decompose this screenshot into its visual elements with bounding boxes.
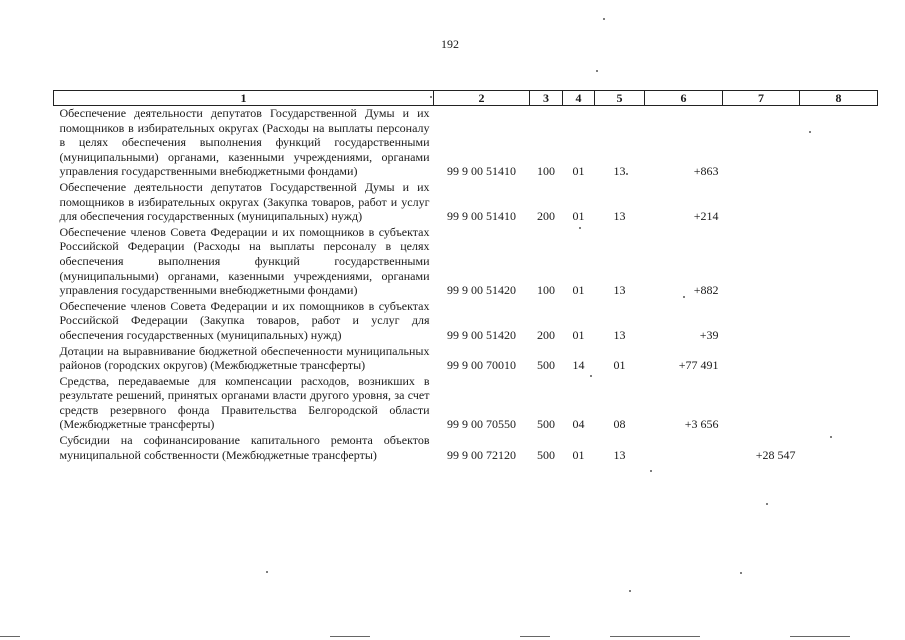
row-vr: 500	[537, 417, 555, 432]
row-pr: 13	[613, 283, 626, 298]
col-header-1: 1	[54, 91, 434, 106]
scan-speck	[579, 227, 581, 229]
row-description: Дотации на выравнивание бюджетной обеспеченности муниципальных районов (городских округов) (Межбюджетные трансферты)	[59, 343, 430, 373]
row-col6: +882	[693, 283, 719, 298]
scan-speck	[766, 503, 768, 505]
row-vr: 200	[537, 209, 555, 224]
row-csr: 99 9 00 51420	[447, 283, 516, 298]
row-csr: 99 9 00 72120	[447, 447, 516, 462]
table-row	[54, 299, 878, 344]
page-number: 192	[441, 37, 459, 51]
scan-speck	[650, 470, 652, 472]
row-col8	[800, 344, 878, 374]
row-col8	[800, 374, 878, 433]
col-header-3: 3	[530, 91, 563, 106]
scan-speck	[683, 296, 685, 298]
row-rz: 14	[572, 358, 585, 373]
row-col7: +28 547	[755, 447, 796, 462]
row-vr: 200	[537, 327, 555, 342]
row-rz: 01	[572, 327, 585, 342]
row-csr: 99 9 00 51410	[447, 209, 516, 224]
row-col6: +3 656	[684, 417, 719, 432]
row-rz: 01	[572, 209, 585, 224]
table-row	[54, 106, 878, 180]
scan-edge-line	[610, 636, 700, 637]
scan-speck	[596, 70, 598, 72]
row-col7	[723, 225, 800, 299]
scan-edge-line	[330, 636, 370, 637]
row-vr: 500	[537, 358, 555, 373]
row-vr: 100	[537, 164, 555, 179]
scan-edge-line	[0, 636, 20, 637]
row-col7	[723, 344, 800, 374]
row-csr: 99 9 00 70010	[447, 358, 516, 373]
col-header-5: 5	[595, 91, 645, 106]
table-row	[54, 344, 878, 374]
row-pr: 08	[613, 417, 626, 432]
row-col7	[723, 180, 800, 225]
row-vr: 100	[537, 283, 555, 298]
row-pr: 01	[613, 358, 626, 373]
header-row	[54, 91, 878, 106]
col-header-8: 8	[800, 91, 878, 106]
table-row	[54, 374, 878, 433]
table-row	[54, 180, 878, 225]
row-col6: +39	[699, 327, 719, 342]
scan-edge-line	[790, 636, 850, 637]
scan-edge-line	[520, 636, 550, 637]
row-col8	[800, 106, 878, 180]
table-row	[54, 433, 878, 463]
row-description: Средства, передаваемые для компенсации расходов, возникших в результате решений, принятых органами власти другого уровня, за счет средств резервного фонда Правительства Белгородской области (Межбюджетные трансферты)	[59, 373, 430, 432]
row-col7	[723, 299, 800, 344]
row-vr: 500	[537, 447, 555, 462]
col-header-7: 7	[723, 91, 800, 106]
row-col8	[800, 225, 878, 299]
col-header-4: 4	[563, 91, 595, 106]
row-col7	[723, 106, 800, 180]
row-rz: 01	[572, 164, 585, 179]
row-csr: 99 9 00 70550	[447, 417, 516, 432]
row-col6: +214	[693, 209, 719, 224]
row-col7	[723, 374, 800, 433]
row-csr: 99 9 00 51420	[447, 327, 516, 342]
row-pr: 13	[613, 164, 626, 179]
row-col8	[800, 180, 878, 225]
scan-speck	[590, 375, 592, 377]
row-description: Субсидии на софинансирование капитального ремонта объектов муниципальной собственности (Межбюджетные трансферты)	[59, 433, 430, 462]
scan-speck	[629, 590, 631, 592]
scan-speck	[266, 571, 268, 573]
row-description: Обеспечение деятельности депутатов Государственной Думы и их помощников в избирательных округах (Расходы на выплаты персоналу в целях обеспечения выполнения функций государственными (муниципальными) органами, казенными учреждениями, органами управления государственными внебюджетными фондами)	[59, 106, 430, 179]
scan-speck	[603, 18, 605, 20]
row-pr: 13	[613, 447, 626, 462]
row-csr: 99 9 00 51410	[447, 164, 516, 179]
row-description: Обеспечение членов Совета Федерации и их помощников в субъектах Российской Федерации (Закупка товаров, работ и услуг для обеспечения государственных (муниципальных) нужд)	[59, 298, 430, 342]
table-row	[54, 225, 878, 299]
row-rz: 04	[572, 417, 585, 432]
scan-speck	[430, 96, 432, 98]
scan-speck	[626, 173, 628, 175]
col-header-6: 6	[645, 91, 723, 106]
row-description: Обеспечение членов Совета Федерации и их помощников в субъектах Российской Федерации (Расходы на выплаты персоналу в целях обеспечения выполнения функций государственными (муниципальными) органами, казенными учреждениями, органами управления государственными внебюджетными фондами)	[59, 224, 430, 298]
col-header-2: 2	[434, 91, 530, 106]
row-rz: 01	[572, 283, 585, 298]
budget-table	[53, 90, 878, 463]
scan-speck	[740, 572, 742, 574]
row-col6: +863	[693, 164, 719, 179]
row-pr: 13	[613, 327, 626, 342]
row-col6	[645, 433, 723, 463]
scan-speck	[830, 436, 832, 438]
scan-speck	[809, 131, 811, 133]
row-pr: 13	[613, 209, 626, 224]
row-description: Обеспечение деятельности депутатов Государственной Думы и их помощников в избирательных округах (Закупка товаров, работ и услуг для обеспечения государственных (муниципальных) нужд)	[59, 179, 430, 224]
row-col8	[800, 433, 878, 463]
row-rz: 01	[572, 447, 585, 462]
row-col6: +77 491	[678, 358, 719, 373]
row-col8	[800, 299, 878, 344]
